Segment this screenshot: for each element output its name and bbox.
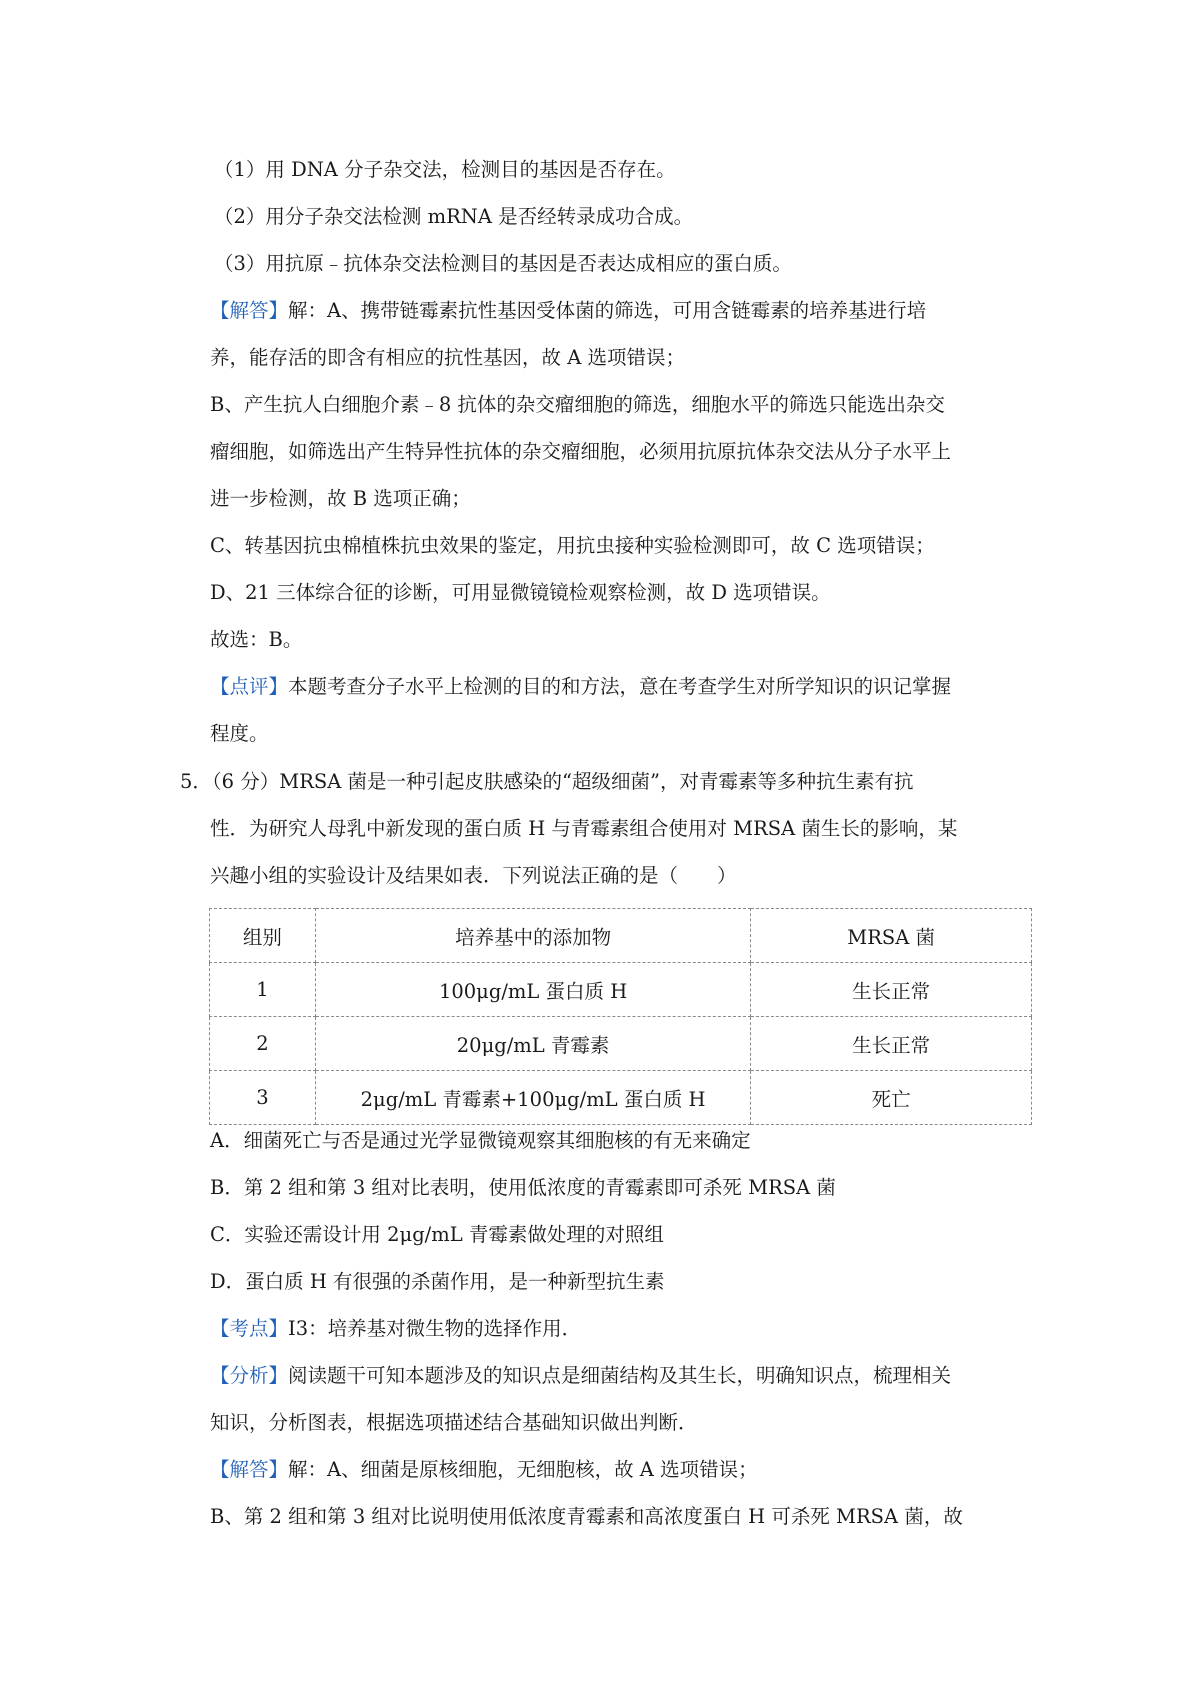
answer-paragraph (210, 296, 1022, 326)
table-cell: 2 (210, 1017, 316, 1071)
answer-paragraph (210, 1455, 1022, 1485)
table-cell: 死亡 (751, 1071, 1032, 1125)
text-line: 性．为研究人母乳中新发现的蛋白质 H 与青霉素组合使用对 MRSA 菌生长的影响，某 (210, 817, 958, 840)
analysis-tag: 【分析】 (210, 1364, 289, 1387)
knowledge-tag: 【考点】 (210, 1317, 289, 1340)
table-header-row (210, 909, 1032, 963)
option-d: D．蛋白质 H 有很强的杀菌作用，是一种新型抗生素 (210, 1270, 665, 1293)
knowledge-text: I3：培养基对微生物的选择作用． (288, 1317, 582, 1340)
table-row (210, 963, 1032, 1017)
table-cell: 20μg/mL 青霉素 (315, 1017, 750, 1071)
text-line: 程度。 (210, 722, 269, 745)
text-line: 故选：B。 (210, 628, 303, 651)
comment-paragraph (210, 672, 1022, 702)
answer-tag: 【解答】 (210, 299, 289, 322)
text-line: 瘤细胞，如筛选出产生特异性抗体的杂交瘤细胞，必须用抗原抗体杂交法从分子水平上 (210, 440, 952, 463)
comment-tag: 【点评】 (210, 675, 289, 698)
table-cell: 生长正常 (751, 1017, 1032, 1071)
text-line: C、转基因抗虫棉植株抗虫效果的鉴定，用抗虫接种实验检测即可，故 C 选项错误； (210, 534, 935, 557)
question-5-stem: 5．（6 分）MRSA 菌是一种引起皮肤感染的“超级细菌”，对青霉素等多种抗生素有抗 (180, 770, 914, 793)
text-line: （3）用抗原﹣抗体杂交法检测目的基因是否表达成相应的蛋白质。 (214, 252, 792, 275)
table-cell: 100μg/mL 蛋白质 H (315, 963, 750, 1017)
table-cell: 2μg/mL 青霉素+100μg/mL 蛋白质 H (315, 1071, 750, 1125)
table-cell: 生长正常 (751, 963, 1032, 1017)
answer-text: 解：A、携带链霉素抗性基因受体菌的筛选，可用含链霉素的培养基进行培 (288, 299, 927, 322)
table-row (210, 1071, 1032, 1125)
text-line: （2）用分子杂交法检测 mRNA 是否经转录成功合成。 (214, 205, 694, 228)
table-header-cell: 组别 (210, 909, 316, 963)
option-b: B．第 2 组和第 3 组对比表明，使用低浓度的青霉素即可杀死 MRSA 菌 (210, 1176, 836, 1199)
text-line: 兴趣小组的实验设计及结果如表．下列说法正确的是（ ） (210, 864, 737, 887)
analysis-paragraph (210, 1361, 1022, 1391)
answer-tag: 【解答】 (210, 1458, 289, 1481)
option-a: A．细菌死亡与否是通过光学显微镜观察其细胞核的有无来确定 (210, 1129, 751, 1152)
answer-text: 解：A、细菌是原核细胞，无细胞核，故 A 选项错误； (288, 1458, 758, 1481)
knowledge-point (210, 1314, 1022, 1344)
table-row (210, 1017, 1032, 1071)
table-header-cell: MRSA 菌 (751, 909, 1032, 963)
text-line: 养，能存活的即含有相应的抗性基因，故 A 选项错误； (210, 346, 685, 369)
text-line: 知识，分析图表，根据选项描述结合基础知识做出判断． (210, 1411, 698, 1434)
table-cell: 1 (210, 963, 316, 1017)
experiment-table (209, 908, 1032, 1125)
text-line: D、21 三体综合征的诊断，可用显微镜镜检观察检测，故 D 选项错误。 (210, 581, 831, 604)
analysis-text: 阅读题干可知本题涉及的知识点是细菌结构及其生长，明确知识点，梳理相关 (288, 1364, 952, 1387)
text-line: 进一步检测，故 B 选项正确； (210, 487, 471, 510)
comment-text: 本题考查分子水平上检测的目的和方法，意在考查学生对所学知识的识记掌握 (288, 675, 952, 698)
table-cell: 3 (210, 1071, 316, 1125)
table-header-cell: 培养基中的添加物 (315, 909, 750, 963)
text-line: （1）用 DNA 分子杂交法，检测目的基因是否存在。 (214, 158, 676, 181)
text-line: B、产生抗人白细胞介素﹣8 抗体的杂交瘤细胞的筛选，细胞水平的筛选只能选出杂交 (210, 393, 945, 416)
text-line: B、第 2 组和第 3 组对比说明使用低浓度青霉素和高浓度蛋白 H 可杀死 MRSA 菌，故 (210, 1505, 963, 1528)
option-c: C．实验还需设计用 2μg/mL 青霉素做处理的对照组 (210, 1223, 664, 1246)
